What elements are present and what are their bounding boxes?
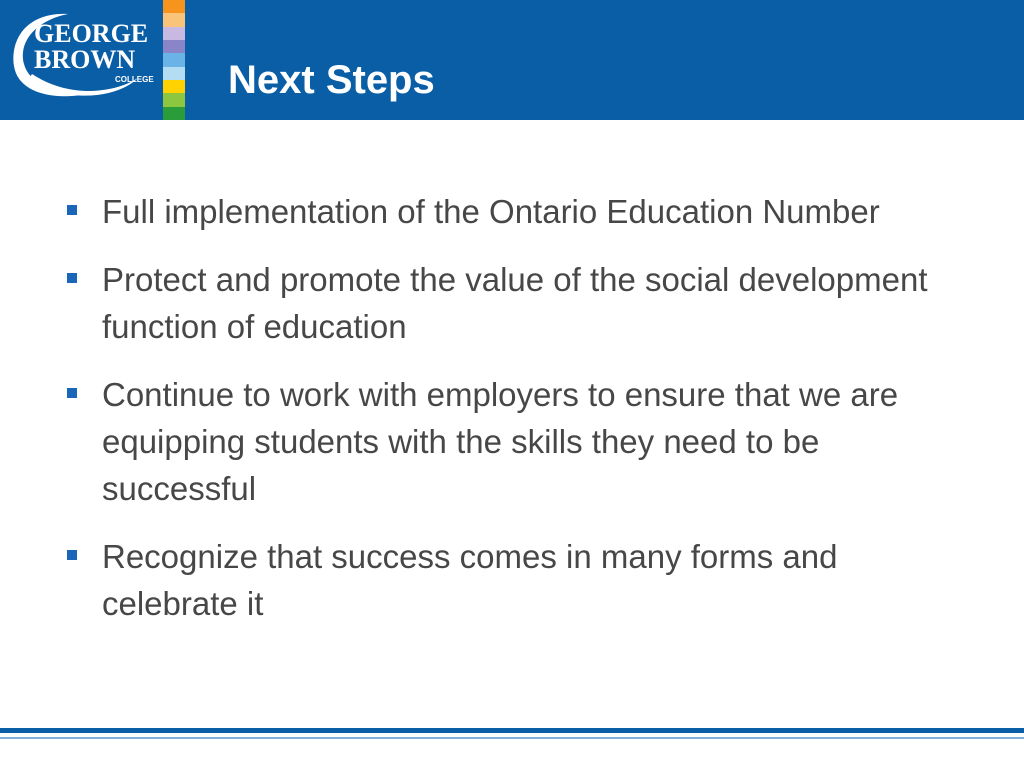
bullet-list bbox=[60, 188, 960, 648]
bullet-text: Protect and promote the value of the social development function of education bbox=[102, 261, 928, 345]
color-stripe-segment bbox=[163, 93, 185, 106]
square-bullet-icon bbox=[67, 205, 77, 215]
square-bullet-icon bbox=[67, 273, 77, 283]
color-stripe-segment bbox=[163, 40, 185, 53]
bullet-item bbox=[60, 533, 960, 627]
svg-text:BROWN: BROWN bbox=[34, 45, 136, 74]
bullet-text: Continue to work with employers to ensure that we are equipping students with the skills they need to be successful bbox=[102, 376, 899, 507]
bullet-item bbox=[60, 256, 960, 350]
bullet-text: Recognize that success comes in many forms and celebrate it bbox=[102, 538, 838, 622]
george-brown-college-logo bbox=[8, 8, 168, 108]
color-stripe-segment bbox=[163, 80, 185, 93]
bullet-item bbox=[60, 188, 960, 235]
square-bullet-icon bbox=[67, 388, 77, 398]
svg-text:GEORGE: GEORGE bbox=[34, 19, 149, 48]
bullet-text: Full implementation of the Ontario Education Number bbox=[102, 193, 880, 230]
color-stripe-segment bbox=[163, 27, 185, 40]
slide-title: Next Steps bbox=[228, 58, 435, 102]
color-stripe-segment bbox=[163, 107, 185, 120]
slide-header bbox=[0, 0, 1024, 120]
footer-rule bbox=[0, 728, 1024, 733]
color-stripe-segment bbox=[163, 13, 185, 26]
square-bullet-icon bbox=[67, 550, 77, 560]
color-stripe-segment bbox=[163, 67, 185, 80]
color-stripe-segment bbox=[163, 0, 185, 13]
color-stripe-column bbox=[163, 0, 185, 120]
color-stripe-segment bbox=[163, 53, 185, 66]
footer-rule-thin bbox=[0, 737, 1024, 739]
svg-text:COLLEGE: COLLEGE bbox=[115, 75, 154, 84]
bullet-item bbox=[60, 371, 960, 512]
